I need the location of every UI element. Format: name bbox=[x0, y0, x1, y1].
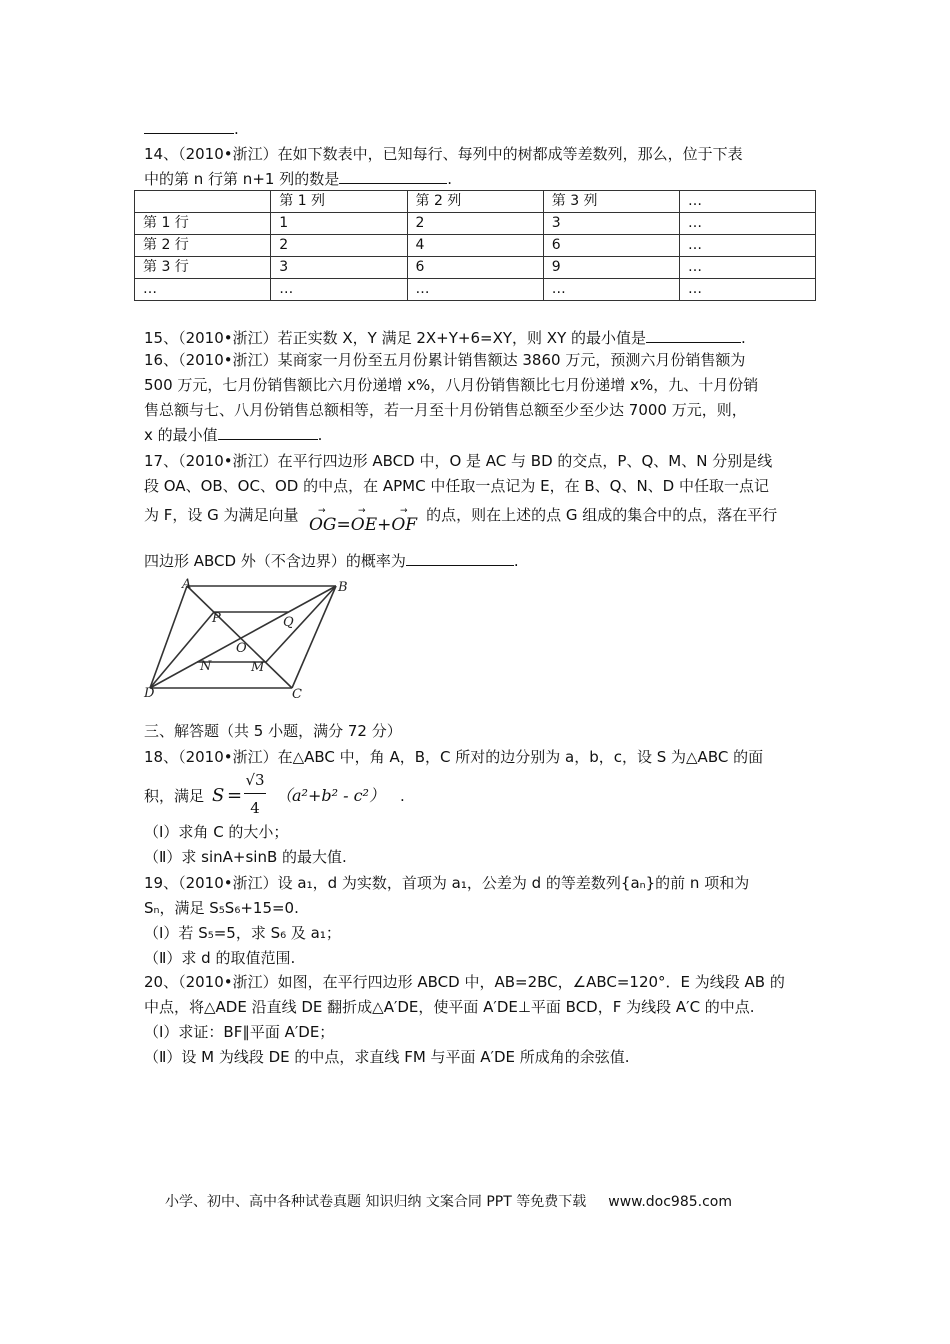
table-cell: … bbox=[680, 235, 816, 257]
fraction-denominator: 4 bbox=[250, 799, 260, 817]
table-cell: 3 bbox=[543, 213, 679, 235]
section-3-heading: 三、解答题（共 5 小题，满分 72 分） bbox=[144, 722, 402, 740]
question-17-vector-line: 为 F，设 G 为满足向量 的点，则在上述的点 G 组成的集合中的点，落在平行 bbox=[144, 506, 778, 524]
answer-blank bbox=[406, 550, 514, 566]
q14-line-2: 中的第 n 行第 n+1 列的数是 . bbox=[144, 170, 452, 188]
fraction-numerator: √3 bbox=[245, 771, 265, 789]
answer-blank bbox=[646, 327, 741, 343]
table-cell: … bbox=[271, 279, 407, 301]
table-cell: … bbox=[543, 279, 679, 301]
vector-arrow-icon: → bbox=[400, 506, 408, 516]
table-cell: 2 bbox=[407, 213, 543, 235]
table-cell: 第 3 列 bbox=[543, 191, 679, 213]
table-cell: 3 bbox=[271, 257, 407, 279]
label-m: M bbox=[251, 660, 265, 675]
question-18-formula-line: 积，满足 S = √3 4 （a²+b² - c²） . bbox=[144, 768, 806, 820]
diagonal-bd bbox=[150, 586, 336, 688]
table-row bbox=[135, 213, 816, 235]
parallelogram-figure bbox=[142, 575, 362, 700]
table-cell: … bbox=[680, 191, 816, 213]
table-cell: 1 bbox=[271, 213, 407, 235]
label-d: D bbox=[144, 686, 155, 700]
question-18-parts: （Ⅰ）求角 C 的大小； （Ⅱ）求 sinA+sinB 的最大值. bbox=[144, 823, 347, 866]
answer-blank bbox=[218, 424, 318, 440]
segment-pd bbox=[150, 612, 214, 688]
label-c: C bbox=[292, 687, 302, 700]
table-row bbox=[135, 257, 816, 279]
table-cell: … bbox=[135, 279, 271, 301]
vector-arrow-icon: → bbox=[358, 506, 366, 516]
table-row bbox=[135, 279, 816, 301]
label-o: O bbox=[236, 641, 247, 656]
table-cell: 第 1 列 bbox=[271, 191, 407, 213]
label-n: N bbox=[200, 659, 212, 674]
answer-blank bbox=[339, 168, 447, 184]
table-cell: 2 bbox=[271, 235, 407, 257]
table-cell: 9 bbox=[543, 257, 679, 279]
table-cell: 6 bbox=[543, 235, 679, 257]
q14-line-1: 14、（2010•浙江）在如下数表中，已知每行、每列中的树都成等差数列，那么，位于下表 bbox=[144, 145, 743, 163]
vector-arrow-icon: → bbox=[318, 506, 326, 516]
question-17-line-4: 四边形 ABCD 外（不含边界）的概率为 . bbox=[144, 552, 519, 570]
vector-equation: OG=OE+OF bbox=[309, 515, 418, 535]
page-footer: 小学、初中、高中各种试卷真题 知识归纳 文案合同 PPT 等免费下载 www.doc985.com bbox=[165, 1194, 732, 1210]
question-14 bbox=[144, 142, 806, 192]
question-16: 16、（2010•浙江）某商家一月份至五月份累计销售额达 3860 万元，预测六月份销售额为 500 万元，七月份销售额比六月份递增 x%，八月份销售额比七月份递增 x%，九、十月份销 售总额与七、八月份销售总额相等，若一月至十月份销售总额至少至少达 7000 万元，则， x 的最小值 . bbox=[144, 351, 759, 444]
number-table bbox=[134, 190, 816, 301]
fraction-bar bbox=[244, 793, 266, 794]
table-row bbox=[135, 235, 816, 257]
label-q: Q bbox=[283, 615, 294, 630]
label-p: P bbox=[212, 611, 221, 626]
question-15: 15、（2010•浙江）若正实数 X，Y 满足 2X+Y+6=XY，则 XY 的最小值是 . bbox=[144, 329, 746, 347]
side-da bbox=[150, 586, 187, 688]
segment-mb bbox=[266, 586, 336, 662]
table-cell: … bbox=[680, 279, 816, 301]
table-cell: 第 1 行 bbox=[135, 213, 271, 235]
answer-blank bbox=[144, 118, 234, 134]
previous-question-tail: . bbox=[144, 117, 806, 142]
table-cell bbox=[135, 191, 271, 213]
label-a: A bbox=[182, 577, 192, 592]
footer-site-link[interactable]: www.doc985.com bbox=[608, 1194, 732, 1210]
table-cell: 6 bbox=[407, 257, 543, 279]
table-cell: … bbox=[680, 213, 816, 235]
table-cell: … bbox=[680, 257, 816, 279]
question-18: 18、（2010•浙江）在△ABC 中，角 A，B，C 所对的边分别为 a，b，c，设 S 为△ABC 的面 bbox=[144, 748, 764, 766]
table-cell: 4 bbox=[407, 235, 543, 257]
question-17: 17、（2010•浙江）在平行四边形 ABCD 中，O 是 AC 与 BD 的交点，P、Q、M、N 分别是线 段 OA、OB、OC、OD 的中点，在 APMC 中任取一点记为 E，在 B、Q、N、D 中任取一点记 bbox=[144, 452, 773, 495]
question-19: 19、（2010•浙江）设 a₁，d 为实数，首项为 a₁，公差为 d 的等差数列{aₙ}的前 n 项和为 Sₙ，满足 S₅S₆+15=0. （Ⅰ）若 S₅=5，求 S₆ 及 a₁； （Ⅱ）求 d 的取值范围. bbox=[144, 874, 750, 967]
table-header-row bbox=[135, 191, 816, 213]
table-cell: 第 2 列 bbox=[407, 191, 543, 213]
side-bc bbox=[292, 586, 336, 688]
question-20: 20、（2010•浙江）如图，在平行四边形 ABCD 中，AB=2BC，∠ABC=120°．E 为线段 AB 的 中点，将△ADE 沿直线 DE 翻折成△A′DE，使平面 A′DE⊥平面 BCD，F 为线段 A′C 的中点. （Ⅰ）求证：BF∥平面 A′DE； （Ⅱ）设 M 为线段 DE 的中点，求直线 FM 与平面 A′DE 所成角的余弦值. bbox=[144, 973, 785, 1066]
table-cell: … bbox=[407, 279, 543, 301]
table-cell: 第 3 行 bbox=[135, 257, 271, 279]
table-cell: 第 2 行 bbox=[135, 235, 271, 257]
label-b: B bbox=[338, 580, 348, 595]
